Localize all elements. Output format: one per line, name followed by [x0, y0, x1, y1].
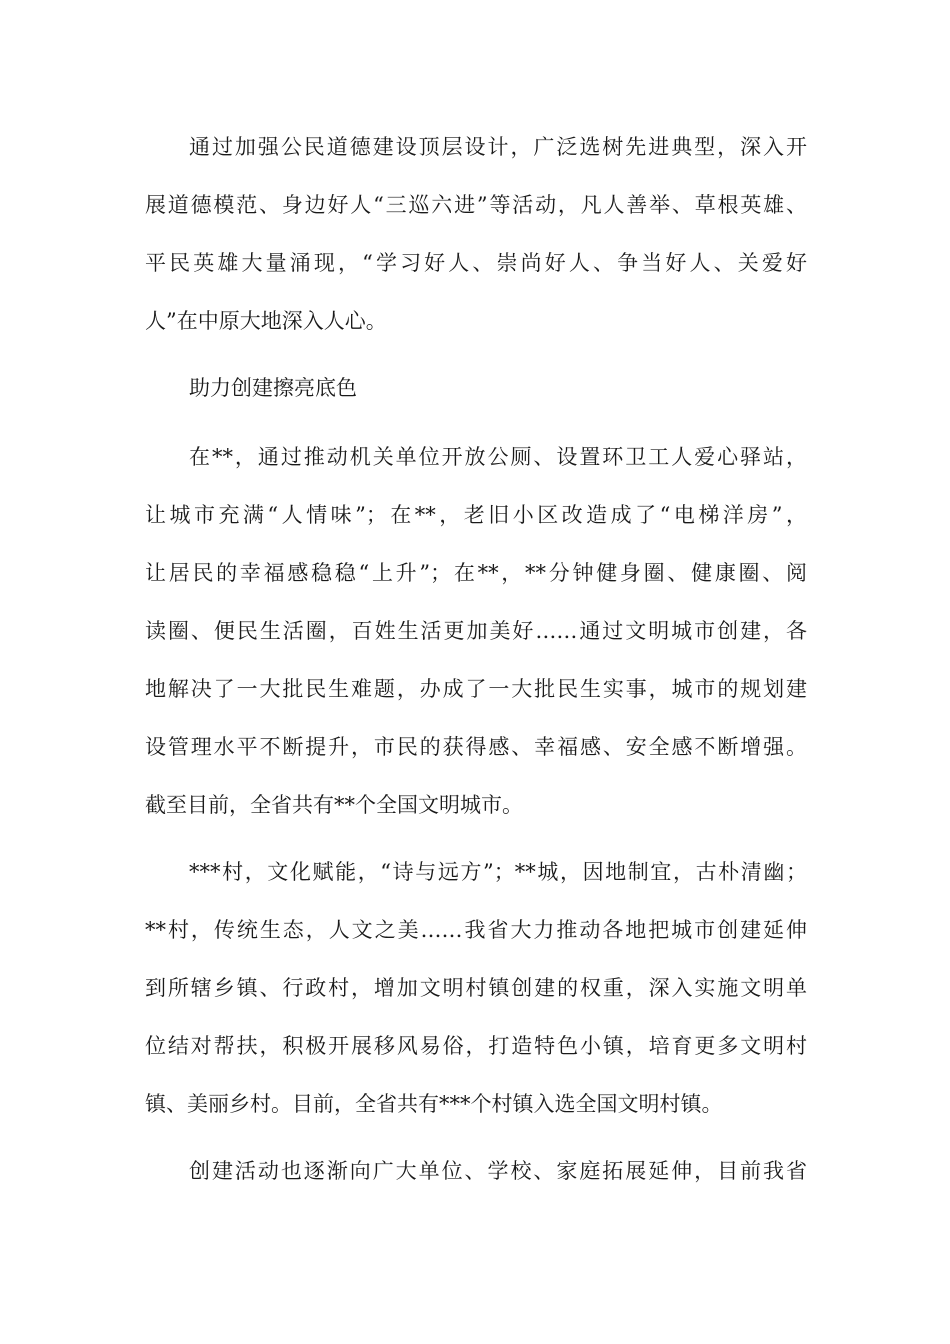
paragraph-3-line-4: 位结对帮扶，积极开展移风易俗，打造特色小镇，培育更多文明村: [145, 1034, 807, 1058]
section-heading: 助力创建擦亮底色: [189, 376, 357, 400]
paragraph-3-line-3: 到所辖乡镇、行政村，增加文明村镇创建的权重，深入实施文明单: [145, 976, 807, 1000]
paragraph-3-line-1: ***村，文化赋能，“诗与远方”；**城，因地制宜，古朴清幽；: [189, 860, 807, 884]
paragraph-3-line-5: 镇、美丽乡村。目前，全省共有***个村镇入选全国文明村镇。: [145, 1092, 723, 1116]
paragraph-2-line-6: 设管理水平不断提升，市民的获得感、幸福感、安全感不断增强。: [145, 735, 807, 759]
paragraph-2-line-2: 让城市充满“人情味”；在**，老旧小区改造成了“电梯洋房”，: [145, 503, 807, 527]
paragraph-1-line-1: 通过加强公民道德建设顶层设计，广泛选树先进典型，深入开: [189, 135, 807, 159]
paragraph-2-line-4: 读圈、便民生活圈，百姓生活更加美好……通过文明城市创建，各: [145, 619, 807, 643]
paragraph-1-line-4: 人”在中原大地深入人心。: [145, 309, 387, 333]
paragraph-2-line-3: 让居民的幸福感稳稳“上升”；在**，**分钟健身圈、健康圈、阅: [145, 561, 807, 585]
paragraph-4-line-1: 创建活动也逐渐向广大单位、学校、家庭拓展延伸，目前我省: [189, 1159, 807, 1183]
paragraph-2-line-5: 地解决了一大批民生难题，办成了一大批民生实事，城市的规划建: [145, 677, 807, 701]
paragraph-2-line-7: 截至目前，全省共有**个全国文明城市。: [145, 793, 523, 817]
paragraph-1-line-2: 展道德模范、身边好人“三巡六进”等活动，凡人善举、草根英雄、: [145, 193, 807, 217]
paragraph-1-line-3: 平民英雄大量涌现，“学习好人、崇尚好人、争当好人、关爱好: [145, 251, 807, 275]
paragraph-2-line-1: 在**，通过推动机关单位开放公厕、设置环卫工人爱心驿站，: [189, 445, 807, 469]
paragraph-3-line-2: **村，传统生态，人文之美……我省大力推动各地把城市创建延伸: [145, 918, 807, 942]
